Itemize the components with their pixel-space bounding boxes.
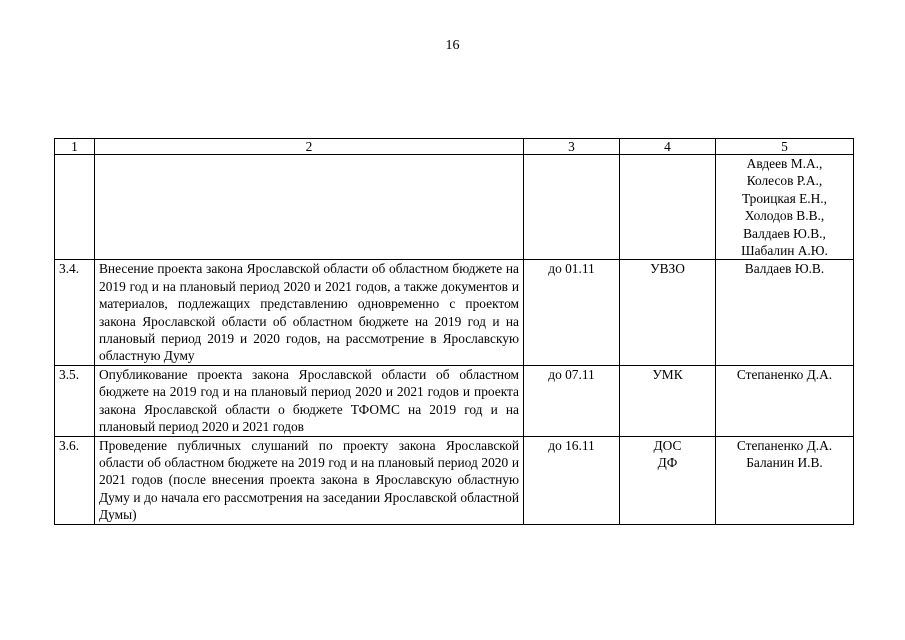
row-deadline (524, 155, 620, 260)
column-header: 3 (524, 139, 620, 155)
responsible-person: Холодов В.В., (744, 208, 825, 224)
responsible-person: Валдаев Ю.В. (744, 261, 825, 277)
row-description: Внесение проекта закона Ярославской области об областном бюджете на 2019 год и на плановый период 2020 и 2021 годов, а также документов и материалов, подлежащих представлению одновременно с проектом закона Ярославской области об областном бюджете на 2019 год и на плановый период 2019 и 2020 годов, на рассмотрение в Ярославскую областную Думу (95, 260, 524, 365)
row-responsible (716, 155, 854, 260)
department-code: УВЗО (650, 261, 685, 277)
row-responsible (716, 260, 854, 365)
row-number: 3.5. (55, 365, 95, 436)
table-header-row (55, 139, 854, 155)
responsible-person: Степаненко Д.А. (736, 437, 833, 453)
row-deadline: до 01.11 (524, 260, 620, 365)
table-row (55, 365, 854, 436)
row-description (95, 155, 524, 260)
schedule-table (54, 138, 854, 525)
row-department (620, 260, 716, 365)
responsible-person: Баланин И.В. (746, 454, 823, 470)
row-department (620, 155, 716, 260)
row-number: 3.6. (55, 436, 95, 524)
row-deadline: до 16.11 (524, 436, 620, 524)
table-row (55, 260, 854, 365)
column-header: 5 (716, 139, 854, 155)
department-code: УМК (652, 366, 683, 382)
row-deadline: до 07.11 (524, 365, 620, 436)
row-description: Проведение публичных слушаний по проекту закона Ярославской области об областном бюджете на 2019 год и на плановый период 2020 и 2021 годов (после внесения проекта закона в Ярославскую областную Думу и до начала его рассмотрения на заседании Ярославской областной Думы) (95, 436, 524, 524)
responsible-person: Валдаев Ю.В., (743, 225, 826, 241)
row-department (620, 365, 716, 436)
column-header: 2 (95, 139, 524, 155)
row-responsible (716, 365, 854, 436)
department-code: ДФ (657, 454, 678, 470)
responsible-person: Степаненко Д.А. (736, 366, 833, 382)
page-number: 16 (445, 38, 460, 53)
row-responsible (716, 436, 854, 524)
responsible-person: Троицкая Е.Н., (741, 190, 828, 206)
table-row (55, 436, 854, 524)
column-header: 1 (55, 139, 95, 155)
responsible-person: Шабалин А.Ю. (741, 243, 828, 259)
row-number (55, 155, 95, 260)
column-header: 4 (620, 139, 716, 155)
responsible-person: Колесов Р.А., (746, 173, 823, 189)
row-number: 3.4. (55, 260, 95, 365)
row-description: Опубликование проекта закона Ярославской области об областном бюджете на 2019 год и на плановый период 2020 и 2021 годов и проекта закона Ярославской области о бюджете ТФОМС на 2019 год и на плановый период 2020 и 2021 годов (95, 365, 524, 436)
responsible-person: Авдеев М.А., (746, 156, 823, 171)
department-code: ДОС (653, 437, 682, 453)
table-row (55, 155, 854, 260)
row-department (620, 436, 716, 524)
